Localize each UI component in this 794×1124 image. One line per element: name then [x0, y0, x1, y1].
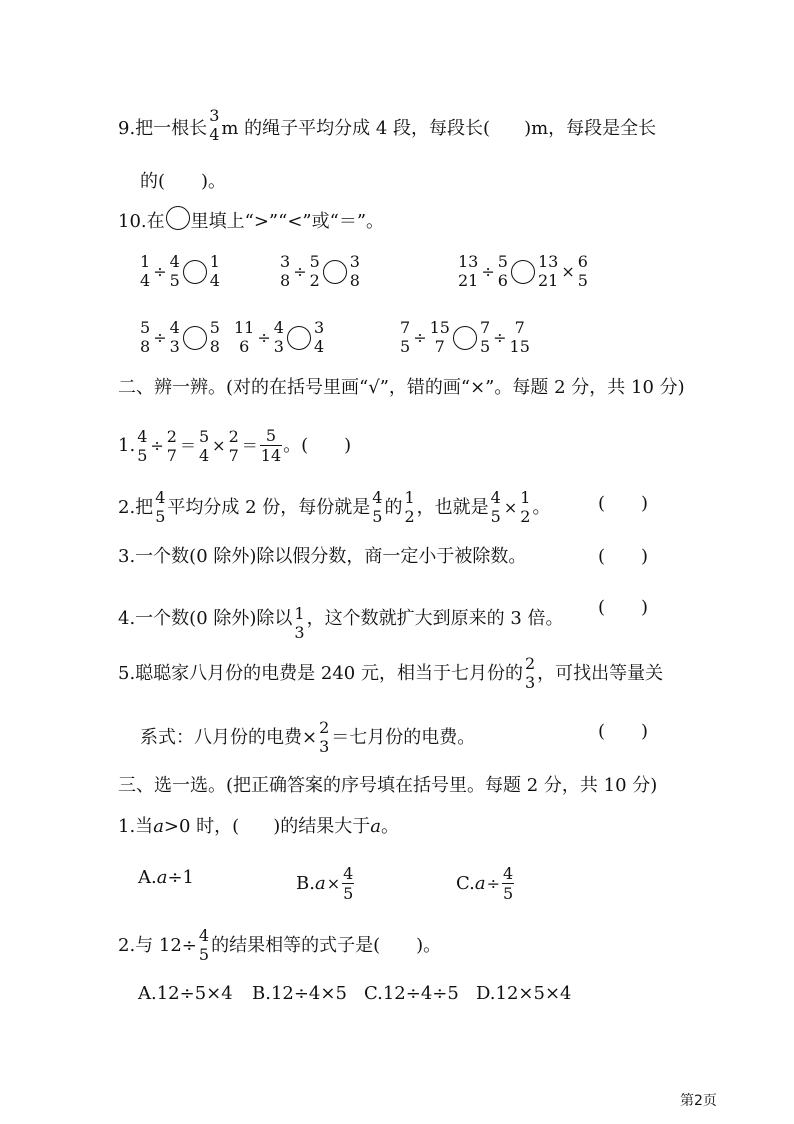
s2-q5-bracket[interactable] [598, 720, 648, 744]
q9-line2-close: )。 [201, 171, 227, 192]
fraction: 4 5 [155, 488, 166, 526]
answer-bracket[interactable]: ( ) [598, 597, 649, 618]
operator: ÷ [413, 327, 427, 347]
compare-circle[interactable] [183, 260, 207, 284]
variable-a: a [153, 816, 164, 837]
fraction: 4 3 [169, 318, 180, 356]
q10-title-prefix: 10.在 [118, 211, 165, 232]
fraction: $\frac{4}{5}$ [343, 864, 354, 903]
q10-item-6 [398, 320, 532, 355]
section3-heading [118, 774, 657, 798]
fraction: 7 5 [479, 318, 491, 356]
s3-q2-tail: 的结果相等的式子是( )。 [211, 934, 442, 956]
fraction: 15 7 [429, 318, 450, 356]
fraction: 1 4 [140, 252, 151, 290]
fraction: 5 8 [209, 318, 220, 356]
s2-q2 [118, 490, 550, 525]
operator: ÷ [153, 327, 167, 347]
option-text: D.12×5×4 [476, 983, 572, 1004]
fraction: 2 3 [319, 718, 330, 756]
operator: ÷ [486, 874, 500, 893]
compare-circle[interactable] [287, 326, 311, 350]
s2-q2-prefix: 2.把 [118, 496, 154, 518]
fraction: $\frac{4}{5}$ [503, 864, 514, 903]
fraction: 5 8 [140, 318, 151, 356]
fraction: 4 5 [372, 488, 383, 526]
fraction: 13 21 [537, 252, 559, 290]
operator: ＝ [179, 436, 196, 455]
compare-circle[interactable] [511, 260, 535, 284]
s3-q1 [118, 815, 399, 839]
s2-q5-line2-tail: ＝七月份的电费。 [331, 726, 476, 748]
compare-circle[interactable] [183, 326, 207, 350]
operator: ÷ [153, 261, 167, 281]
q9-line1 [118, 106, 657, 144]
q10-title-suffix: 里填上“>”“<”或“＝”。 [190, 211, 385, 232]
fraction: 5 2 [309, 252, 320, 290]
fraction: 2 7 [166, 426, 177, 465]
s2-q5-text: 5.聪聪家八月份的电费是 240 元，相当于七月份的 [118, 662, 523, 684]
operator: × [503, 497, 518, 517]
fraction: 1 2 [404, 488, 415, 526]
compare-circle[interactable] [323, 260, 347, 284]
fraction: 6 5 [577, 252, 588, 290]
operator: ÷ [293, 261, 307, 281]
q10-item-4 [138, 320, 222, 355]
s3-q2 [118, 928, 441, 963]
s2-q1 [118, 428, 351, 464]
circle-icon [166, 206, 190, 230]
s2-q3 [118, 545, 526, 569]
fraction: 4 5 [198, 926, 210, 964]
q9-text-2: m 的绳子平均分成 4 段，每段长( [221, 117, 491, 139]
s3-q1-option-a[interactable] [138, 866, 194, 890]
option-text: C.12÷4÷5 [364, 983, 459, 1004]
s2-q4 [118, 596, 564, 641]
answer-bracket[interactable]: 。( ) [283, 435, 352, 456]
fraction: 13 21 [458, 252, 479, 290]
s2-q2-bracket[interactable] [598, 492, 648, 516]
operator: ÷ [150, 436, 164, 455]
s3-q2-option-c[interactable] [364, 982, 459, 1006]
fraction: 1 2 [520, 488, 531, 526]
q10-item-5 [232, 320, 326, 355]
section2-heading [118, 376, 685, 400]
s2-q5-line1 [118, 656, 663, 691]
operator: ÷ [257, 327, 271, 347]
fraction: 3 4 [313, 318, 325, 356]
option-label: B. [296, 873, 315, 894]
s2-q3-text: 3.一个数(0 除外)除以假分数，商一定小于被除数。 [118, 546, 527, 567]
fraction: 5 4 [198, 426, 210, 465]
answer-bracket[interactable]: ( ) [598, 721, 649, 742]
answer-bracket[interactable]: ( ) [598, 493, 649, 514]
fraction: $\frac{5}{14}$ [260, 426, 282, 465]
fraction: 3 8 [349, 252, 360, 290]
fraction: 4 5 [137, 426, 148, 465]
fraction: 3 8 [280, 252, 291, 290]
s3-q2-prefix: 2.与 12÷ [118, 934, 197, 956]
s3-q2-option-b[interactable] [252, 982, 347, 1006]
operator: ÷ [481, 261, 495, 281]
fraction: 11 6 [234, 318, 255, 356]
s3-q1-close: )的结果大于 [273, 816, 371, 837]
fraction: 1 4 [209, 252, 220, 290]
q10-title [118, 210, 384, 234]
s2-q3-bracket[interactable] [598, 545, 648, 569]
fraction: 4 3 [273, 318, 284, 356]
fraction: 2 3 [524, 654, 536, 692]
variable-a: a [370, 816, 381, 837]
fraction: 1 3 [294, 604, 305, 642]
q9-line2 [140, 170, 226, 194]
s3-q2-option-a[interactable] [138, 982, 233, 1006]
q9-line2-text: 的( [140, 171, 166, 192]
option-text: ÷1 [167, 867, 195, 888]
q10-item-3 [456, 254, 590, 289]
operator: × [561, 261, 575, 281]
fraction: 7 5 [400, 318, 411, 356]
answer-bracket[interactable]: ( ) [598, 546, 649, 567]
s2-q2-end: 。 [532, 496, 551, 518]
s3-q2-option-d[interactable] [476, 982, 571, 1006]
variable-a: a [156, 867, 168, 888]
q10-item-1 [138, 254, 222, 289]
s2-q2-text: 平均分成 2 份，每份就是 [167, 496, 371, 518]
operator: ÷ [493, 327, 507, 347]
s2-q5-text-tail: ，可找出等量关 [537, 662, 664, 684]
option-label: A. [138, 867, 157, 888]
variable-a: a [474, 873, 486, 894]
s2-q4-bracket[interactable] [598, 596, 648, 620]
s3-q1-cond: >0 时，( [163, 816, 240, 837]
s2-q5-line2 [140, 720, 475, 755]
fraction: 7 15 [509, 318, 530, 356]
fraction: 5 6 [497, 252, 508, 290]
operator: × [326, 874, 341, 893]
q10-item-2 [278, 254, 362, 289]
s3-q1-option-b[interactable] [296, 866, 355, 902]
operator: ＝ [241, 436, 258, 455]
section3-heading-text: 三、选一选。(把正确答案的序号填在括号里。每题 2 分，共 10 分) [118, 775, 658, 796]
option-text: A.12÷5×4 [138, 983, 233, 1004]
variable-a: a [314, 873, 326, 894]
s2-q4-prefix: 4.一个数(0 除外)除以 [118, 607, 293, 629]
option-text: B.12÷4×5 [252, 983, 347, 1004]
page-number: 第2页 [680, 1093, 717, 1109]
s2-q4-text: ，这个数就扩大到原来的 3 倍。 [306, 607, 564, 629]
s2-q2-text-3: ，也就是 [416, 496, 489, 518]
compare-circle[interactable] [453, 326, 477, 350]
s2-q1-prefix: 1. [118, 435, 136, 456]
fraction: 2 7 [228, 426, 239, 465]
s3-q1-prefix: 1.当 [118, 816, 154, 837]
s3-q1-option-c[interactable] [456, 866, 515, 902]
fraction: 4 5 [490, 488, 501, 526]
s2-q2-text-2: 的 [384, 496, 403, 518]
section2-heading-text: 二、辨一辨。(对的在括号里画“√”，错的画“×”。每题 2 分，共 10 分) [118, 377, 685, 398]
s3-q1-end: 。 [380, 816, 399, 837]
operator: × [212, 436, 226, 455]
q9-fraction: 3 4 [209, 106, 220, 144]
option-label: C. [456, 873, 475, 894]
s2-q5-line2-text: 系式：八月份的电费× [140, 726, 318, 748]
q9-text-3: )m，每段是全长 [524, 117, 657, 139]
fraction: 4 5 [169, 252, 180, 290]
q9-text: 9.把一根长 [118, 117, 208, 139]
